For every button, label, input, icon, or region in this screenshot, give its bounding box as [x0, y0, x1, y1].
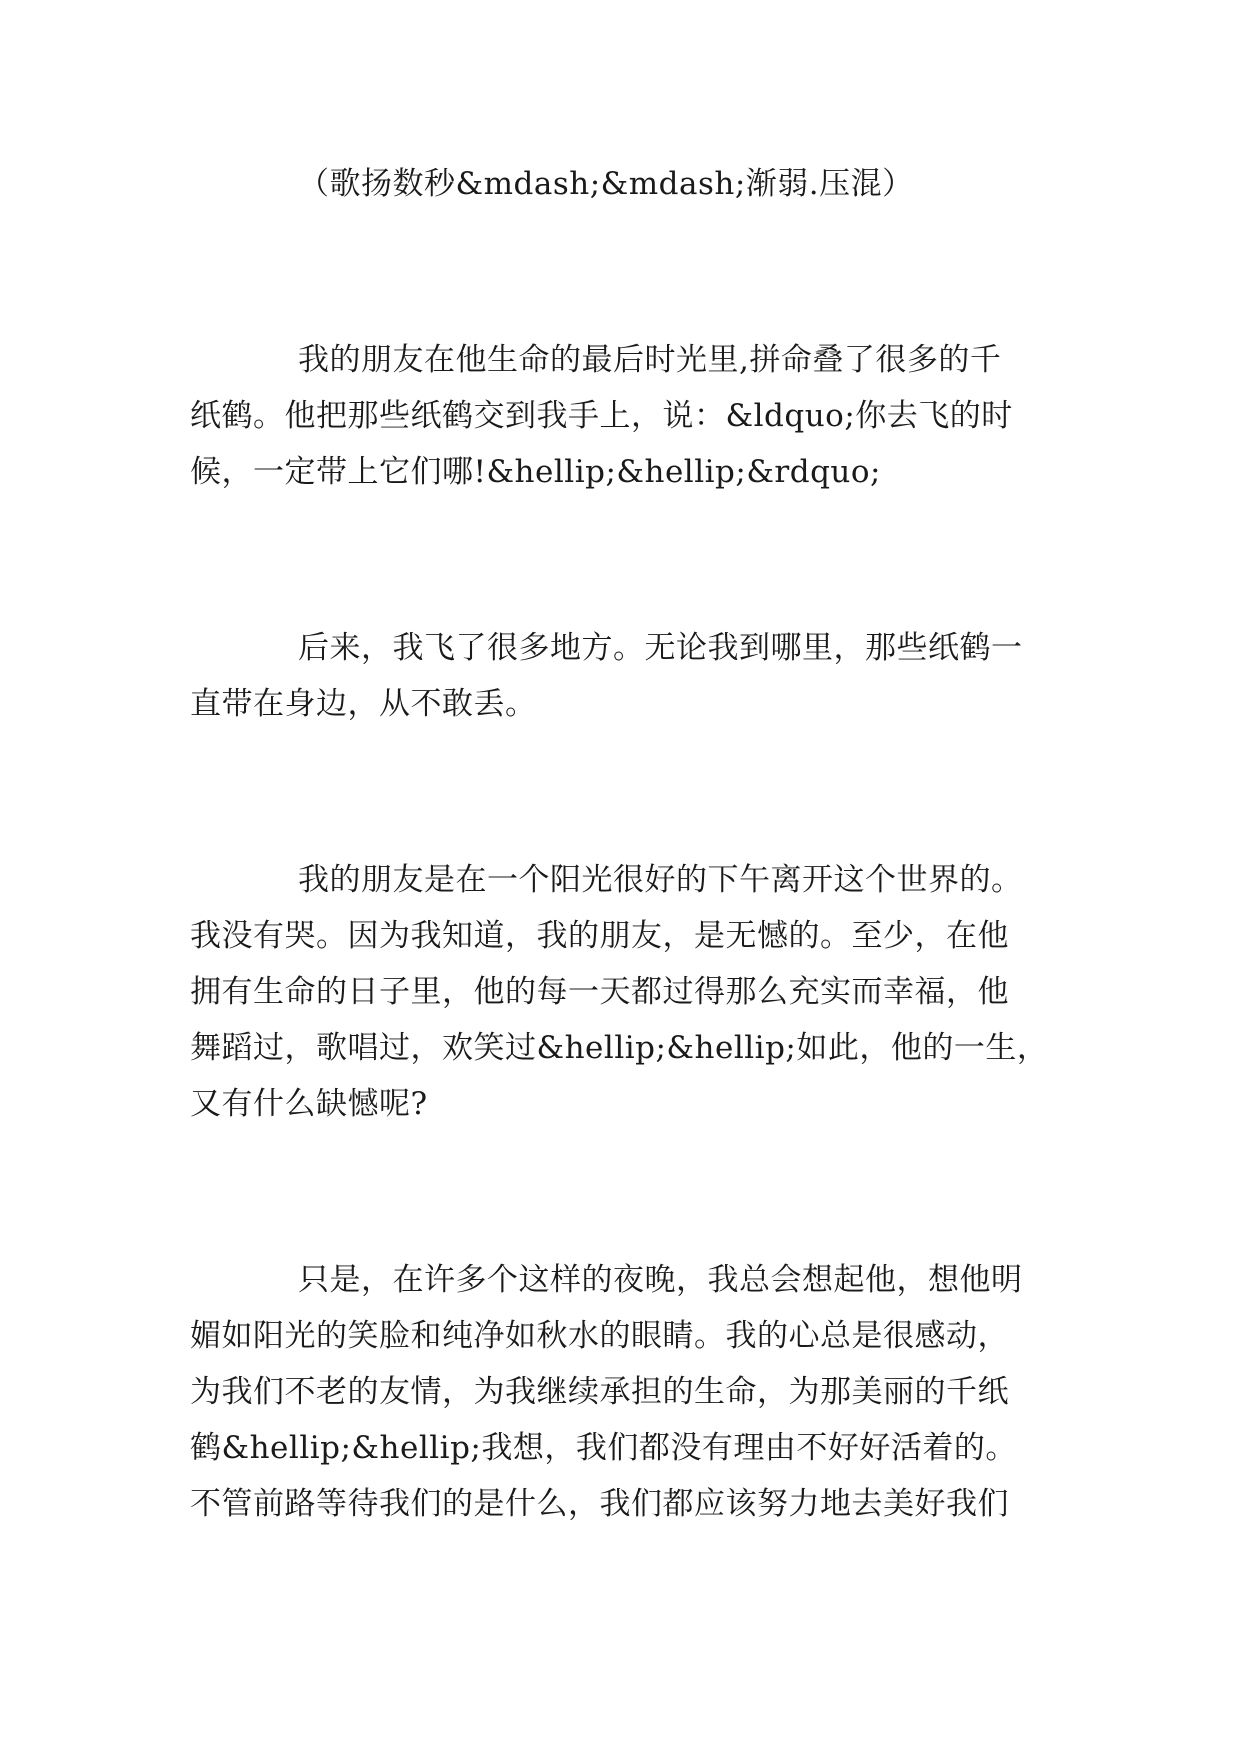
paragraph-1-line-3: 候，一定带上它们哪!&hellip;&hellip;&rdquo; — [190, 454, 882, 490]
stage-direction: （歌扬数秒&mdash;&mdash;渐弱.压混） — [298, 166, 914, 202]
paragraph-2-line-2: 直带在身边，从不敢丢。 — [190, 686, 537, 722]
paragraph-3-line-4: 舞蹈过，歌唱过，欢笑过&hellip;&hellip;如此，他的一生， — [190, 1030, 1049, 1066]
paragraph-3-line-5: 又有什么缺憾呢? — [190, 1086, 428, 1122]
paragraph-4-line-2: 媚如阳光的笑脸和纯净如秋水的眼睛。我的心总是很感动， — [190, 1318, 1009, 1354]
paragraph-4-line-4: 鹤&hellip;&hellip;我想，我们都没有理由不好好活着的。 — [190, 1430, 1017, 1466]
paragraph-3-line-3: 拥有生命的日子里，他的每一天都过得那么充实而幸福，他 — [190, 974, 1009, 1010]
paragraph-2-line-1: 后来，我飞了很多地方。无论我到哪里，那些纸鹤一 — [298, 630, 1023, 666]
paragraph-4-line-5: 不管前路等待我们的是什么，我们都应该努力地去美好我们 — [190, 1486, 1009, 1522]
paragraph-1-line-2: 纸鹤。他把那些纸鹤交到我手上，说：&ldquo;你去飞的时 — [190, 398, 1013, 434]
paragraph-3-line-1: 我的朋友是在一个阳光很好的下午离开这个世界的。 — [298, 862, 1023, 898]
paragraph-4-line-3: 为我们不老的友情，为我继续承担的生命，为那美丽的千纸 — [190, 1374, 1009, 1410]
paragraph-4-line-1: 只是，在许多个这样的夜晚，我总会想起他，想他明 — [298, 1262, 1023, 1298]
paragraph-1-line-1: 我的朋友在他生命的最后时光里,拼命叠了很多的千 — [298, 342, 1002, 378]
paragraph-3-line-2: 我没有哭。因为我知道，我的朋友，是无憾的。至少，在他 — [190, 918, 1009, 954]
